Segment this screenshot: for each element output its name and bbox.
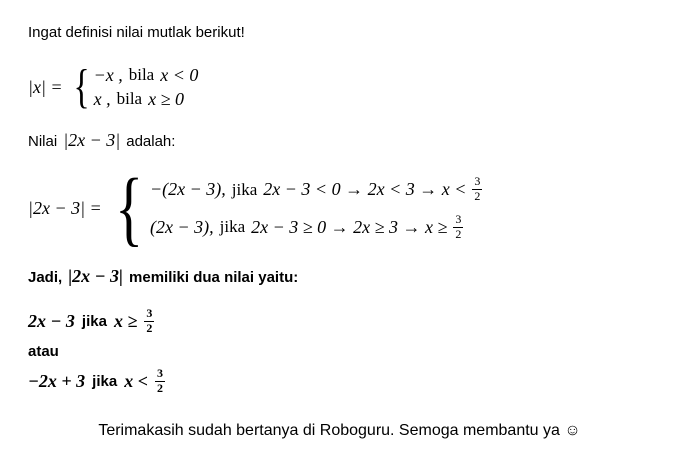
result-case-1 xyxy=(28,307,651,336)
abs-value-definition-formula xyxy=(28,59,651,113)
abs-def-case-positive xyxy=(94,89,199,110)
case-expression: x , xyxy=(93,88,111,109)
conclusion-heading-line xyxy=(28,266,651,287)
nilai-question-line xyxy=(28,130,651,151)
fraction-numerator: 3 xyxy=(156,365,163,380)
case-condition-chain: 2x − 3 < 0 → 2x < 3 → x < xyxy=(263,179,467,200)
case-expression: −(2x − 3), xyxy=(150,179,226,200)
case-condition-word: jika xyxy=(231,179,258,199)
abs-def-case-negative xyxy=(94,65,199,86)
piecewise-case-negative xyxy=(150,175,482,204)
fraction-numerator: 3 xyxy=(455,212,462,227)
atau-connector: atau xyxy=(28,342,59,360)
nilai-math-expression: |2x − 3| xyxy=(63,129,121,150)
piecewise-lhs: |2x − 3| = xyxy=(28,198,102,219)
fraction-denominator: 2 xyxy=(146,321,153,336)
fraction-denominator: 2 xyxy=(474,189,481,204)
result-expression: −2x + 3 xyxy=(28,370,86,391)
result-condition-word: jika xyxy=(81,313,107,331)
piecewise-expansion-formula xyxy=(28,161,651,255)
nilai-post-text: adalah: xyxy=(126,132,176,150)
fraction-three-halves xyxy=(453,213,463,242)
piecewise-cases xyxy=(150,175,482,241)
case-expression: −x , xyxy=(93,64,123,85)
piecewise-case-positive xyxy=(150,213,482,242)
left-brace: { xyxy=(73,59,90,113)
case-condition-word: jika xyxy=(219,217,246,237)
result-condition-word: jika xyxy=(92,372,118,390)
abs-def-cases xyxy=(94,65,199,110)
case-condition-chain: 2x − 3 ≥ 0 → 2x ≥ 3 → x ≥ xyxy=(251,216,448,237)
result-expression: 2x − 3 xyxy=(28,311,75,332)
fraction-denominator: 2 xyxy=(156,380,163,395)
jadi-post-text: memiliki dua nilai yaitu: xyxy=(129,269,299,287)
jadi-math-expression: |2x − 3| xyxy=(68,266,124,287)
case-expression: (2x − 3), xyxy=(150,216,214,237)
footer-thanks-message: Terimakasih sudah bertanya di Roboguru. Semoga membantu ya ☺ xyxy=(98,421,581,439)
case-condition-word: bila xyxy=(128,65,155,85)
fraction-three-halves xyxy=(472,175,482,204)
fraction-numerator: 3 xyxy=(474,174,481,189)
left-brace: { xyxy=(114,161,143,255)
jadi-pre-text: Jadi, xyxy=(28,269,63,287)
result-case-2 xyxy=(28,367,651,396)
abs-def-lhs: |x| = xyxy=(28,76,63,97)
nilai-pre-text: Nilai xyxy=(28,132,58,150)
case-condition: x ≥ 0 xyxy=(148,88,184,109)
fraction-three-halves xyxy=(155,367,165,396)
case-condition: x < 0 xyxy=(160,64,199,85)
fraction-three-halves xyxy=(144,307,154,336)
intro-text: Ingat definisi nilai mutlak berikut! xyxy=(28,24,245,41)
case-condition-word: bila xyxy=(116,89,143,109)
result-condition: x ≥ xyxy=(113,311,138,332)
fraction-numerator: 3 xyxy=(146,306,153,321)
fraction-denominator: 2 xyxy=(455,226,462,241)
result-condition: x < xyxy=(124,370,148,391)
